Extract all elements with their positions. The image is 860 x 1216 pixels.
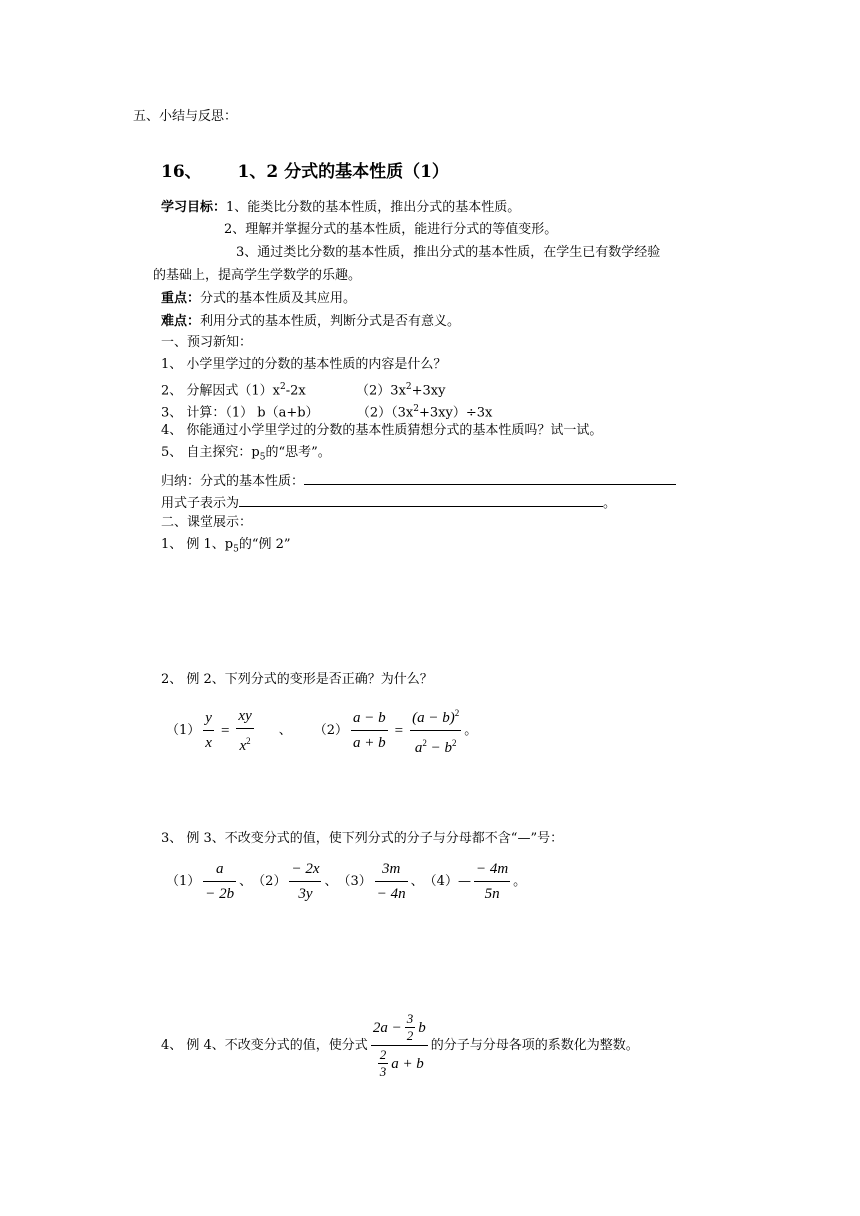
- summary-line-2: [161, 492, 616, 513]
- ex3-frac-4: [474, 860, 510, 903]
- ex4-num-2: b: [418, 1019, 426, 1036]
- q3-part2: （2）（3x: [356, 405, 414, 421]
- q3-part1: 3、 计算：（1） b（a+b）: [161, 405, 319, 421]
- ex4-complex-fraction: [371, 1012, 428, 1079]
- summary-label-2: 用式子表示为: [161, 496, 240, 511]
- ex3-f1-den: − 2b: [205, 886, 235, 902]
- example-2: 2、 例 2、下列分式的变形是否正确？为什么？: [161, 672, 433, 687]
- goal-3b: 的基础上，提高学生学数学的乐趣。: [153, 268, 362, 283]
- ex2-sep: 、: [278, 722, 292, 738]
- ex3-label-3: （3）: [337, 873, 372, 889]
- goal-1: [161, 199, 520, 217]
- ex2-label-2: （2）: [313, 722, 349, 738]
- ex2-f2-ld: a + b: [353, 735, 386, 751]
- summary-label-1: 归纳：分式的基本性质：: [161, 474, 305, 489]
- ex3-frac-3: [375, 860, 408, 903]
- q2-sup1: 2: [280, 382, 286, 392]
- q3-sup: 2: [413, 404, 419, 414]
- summary-line-1: [161, 470, 676, 491]
- example-3-formulas: [166, 860, 526, 903]
- preview-q1: 1、 小学里学过的分数的基本性质的内容是什么？: [161, 357, 447, 372]
- difficulty-text: 利用分式的基本性质，判断分式是否有意义。: [200, 314, 461, 329]
- preview-q2: [161, 378, 445, 400]
- q5-sub: 5: [259, 452, 266, 463]
- ex3-frac-1: [203, 860, 236, 903]
- example-1: [161, 536, 291, 559]
- ex3-f3-num: 3m: [382, 861, 401, 877]
- preview-q3: [161, 400, 492, 422]
- ex3-frac-2: [289, 860, 321, 903]
- ex2-f1-rn: xy: [238, 707, 252, 724]
- summary-end: 。: [603, 496, 617, 511]
- preview-heading: 一、预习新知：: [161, 335, 253, 350]
- ex1-part2: 的“例 2”: [238, 537, 291, 552]
- goals-label: 学习目标：: [161, 200, 227, 215]
- ex3-f2-num: − 2x: [291, 861, 320, 877]
- ex2-f1-left: [203, 709, 214, 752]
- ex2-f2-rn-sup: 2: [454, 708, 460, 718]
- q2-part2: （2）3x: [356, 383, 406, 399]
- lesson-number: 16、: [161, 162, 202, 182]
- ex4-part2: 的分子与分母各项的系数化为整数。: [430, 1037, 639, 1053]
- ex2-f2-rd1: a: [414, 740, 423, 756]
- preview-q5: [161, 444, 331, 467]
- lesson-title: [161, 161, 449, 183]
- ex2-f2-rn: (a − b): [412, 710, 455, 726]
- ex2-f1-right: [236, 707, 253, 755]
- ex2-f2-left: [351, 709, 388, 752]
- ex1-sub: 5: [233, 544, 239, 555]
- ex3-f4-den: 5n: [484, 886, 500, 902]
- ex2-f1-rd: x: [239, 737, 247, 754]
- ex2-f1-rd-sup: 2: [246, 735, 251, 746]
- example-3: 3、 例 3、不改变分式的值，使下列分式的分子与分母都不含“—”号：: [161, 831, 564, 846]
- difficulty: [161, 313, 460, 331]
- goal-1-text: 1、能类比分数的基本性质，推出分式的基本性质。: [226, 200, 521, 215]
- summary-blank-1[interactable]: [304, 470, 676, 485]
- q2-sup2: 2: [405, 382, 412, 392]
- q3-rest: +3xy）÷3x: [418, 405, 493, 421]
- ex3-f2-den: 3y: [298, 886, 313, 902]
- ex3-sep-1: 、: [239, 873, 253, 889]
- difficulty-label: 难点：: [161, 314, 201, 329]
- ex3-sep-2: 、: [324, 873, 338, 889]
- ex2-f1-ln: y: [205, 710, 212, 726]
- q2-rest2: +3xy: [411, 383, 446, 399]
- q5-part2: 的“思考”。: [265, 445, 331, 460]
- ex3-label-1: （1）: [166, 873, 201, 889]
- ex2-end: 。: [464, 722, 478, 738]
- ex3-f4-num: − 4m: [475, 861, 509, 877]
- ex4-df-num: 2: [379, 1047, 387, 1062]
- example-2-formulas: （1） $\frac{y}{x}$ = $\frac{xy}{x^2}$ 、 （2） $\frac{a - b}{a + b}$ = $\frac{(a - b)^2}{a^2 - b^2}$ 。: [166, 704, 477, 757]
- ex3-f1-num: a: [215, 861, 224, 877]
- q5-part1: 5、 自主探究：p: [161, 445, 260, 460]
- key-point: [161, 290, 356, 308]
- ex1-part1: 1、 例 1、p: [161, 537, 234, 552]
- ex4-nf-num: 3: [406, 1011, 414, 1026]
- summary-blank-2[interactable]: [239, 492, 603, 507]
- section-summary-heading: 五、小结与反思：: [133, 109, 238, 124]
- ex3-sep-3: 、: [410, 873, 424, 889]
- ex2-f2-rd2: − b: [426, 740, 453, 756]
- ex4-nf-den: 2: [406, 1028, 414, 1043]
- ex4-den-2: a + b: [391, 1055, 424, 1072]
- ex3-label-2: （2）: [252, 873, 287, 889]
- key-label: 重点：: [161, 291, 201, 306]
- ex2-f2-right: [410, 704, 461, 757]
- class-heading: 二、课堂展示：: [161, 515, 253, 530]
- ex2-f1-ld: x: [205, 735, 212, 751]
- example-4: [161, 1012, 639, 1079]
- lesson-title-text: 1、2 分式的基本性质（1）: [237, 162, 449, 182]
- goal-2: 2、理解并掌握分式的基本性质，能进行分式的等值变形。: [224, 222, 558, 237]
- ex2-f2-rd-sup1: 2: [422, 738, 427, 748]
- ex2-f2-rd-sup2: 2: [452, 738, 457, 748]
- key-text: 分式的基本性质及其应用。: [200, 291, 357, 306]
- ex4-df-den: 3: [379, 1064, 387, 1079]
- goal-3a: 3、通过类比分数的基本性质，推出分式的基本性质，在学生已有数学经验: [236, 245, 661, 260]
- ex3-label-4: （4）—: [423, 873, 471, 889]
- q2-part1: 2、 分解因式（1）x: [161, 383, 281, 399]
- ex2-label-1: （1）: [166, 722, 201, 738]
- ex4-num-1: 2a −: [372, 1019, 402, 1036]
- ex3-sep-4: 。: [513, 873, 527, 889]
- ex4-part1: 4、 例 4、不改变分式的值，使分式: [161, 1037, 368, 1053]
- preview-q4: 4、 你能通过小学里学过的分数的基本性质猜想分式的基本性质吗？试一试。: [161, 423, 603, 438]
- ex3-f3-den: − 4n: [376, 886, 406, 902]
- q2-rest1: -2x: [285, 383, 306, 399]
- ex2-f2-ln: a − b: [353, 710, 386, 726]
